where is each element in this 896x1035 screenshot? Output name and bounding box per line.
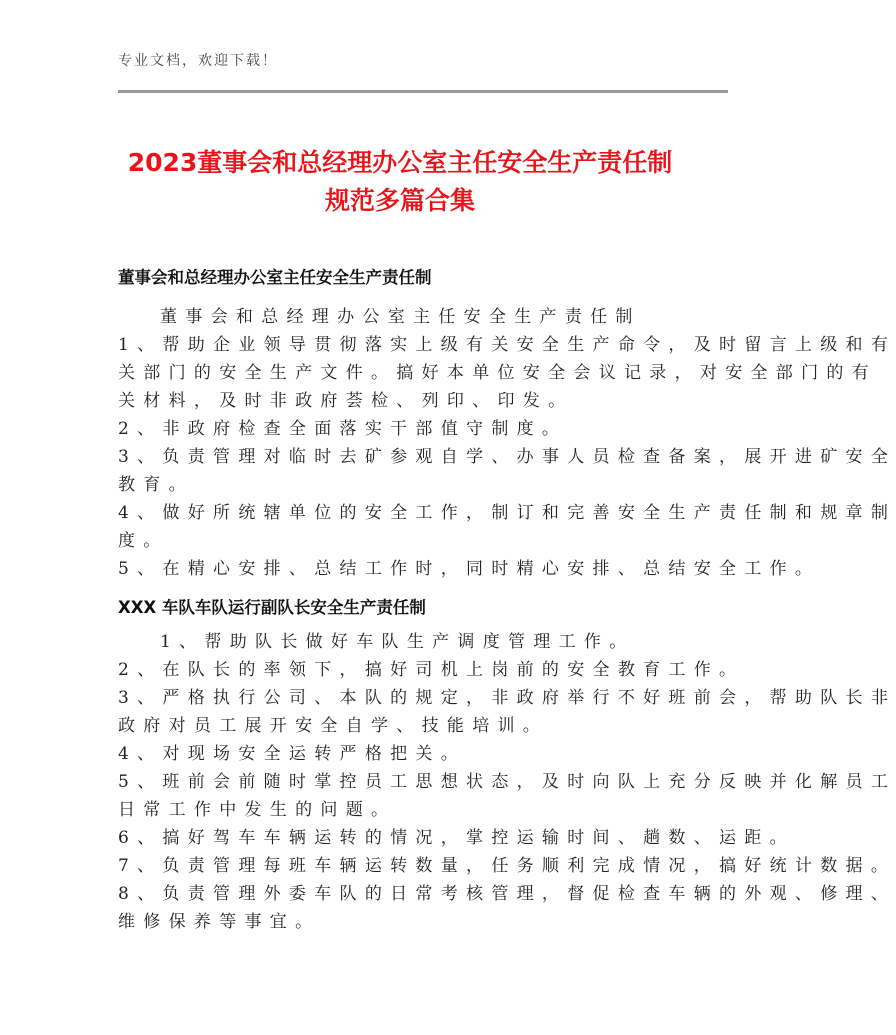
paragraph-line: 3、严格执行公司、本队的规定，非政府举行不好班前会，帮助队长非 (118, 688, 896, 708)
paragraph-line: 1、帮助企业领导贯彻落实上级有关安全生产命令，及时留言上级和有 (118, 335, 896, 355)
page-header: 专业文档，欢迎下载！ (118, 53, 278, 69)
paragraph-line: 6、搞好驾车车辆运转的情况，掌控运输时间、趟数、运距。 (118, 828, 795, 848)
paragraph-line: 董事会和总经理办公室主任安全生产责任制 (160, 307, 641, 327)
paragraph-line: 2、非政府检查全面落实干部值守制度。 (118, 419, 568, 439)
doc-title-line-1: 2023董事会和总经理办公室主任安全生产责任制 (127, 148, 673, 177)
doc-title-line-2: 规范多篇合集 (324, 186, 475, 215)
header-divider (118, 90, 728, 93)
paragraph-line: 2、在队长的率领下，搞好司机上岗前的安全教育工作。 (118, 660, 745, 680)
paragraph-line: 5、班前会前随时掌控员工思想状态，及时向队上充分反映并化解员工 (118, 772, 896, 792)
paragraph-line: 关部门的安全生产文件。搞好本单位安全会议记录，对安全部门的有 (118, 363, 877, 383)
paragraph-line: 3、负责管理对临时去矿参观自学、办事人员检查备案，展开进矿安全 (118, 447, 896, 467)
paragraph-line: 关材料，及时非政府荟检、列印、印发。 (118, 391, 574, 411)
paragraph-line: 8、负责管理外委车队的日常考核管理，督促检查车辆的外观、修理、 (118, 884, 896, 904)
section-heading-1: 董事会和总经理办公室主任安全生产责任制 (118, 268, 432, 287)
paragraph-line: 1、帮助队长做好车队生产调度管理工作。 (160, 632, 635, 652)
paragraph-line: 5、在精心安排、总结工作时，同时精心安排、总结安全工作。 (118, 559, 821, 579)
paragraph-line: 日常工作中发生的问题。 (118, 800, 397, 820)
paragraph-line: 7、负责管理每班车辆运转数量，任务顺利完成情况，搞好统计数据。 (118, 856, 896, 876)
paragraph-line: 4、做好所统辖单位的安全工作，制订和完善安全生产责任制和规章制 (118, 503, 896, 523)
paragraph-line: 度。 (118, 531, 169, 551)
section-heading-2: XXX 车队车队运行副队长安全生产责任制 (118, 598, 426, 617)
paragraph-line: 维修保养等事宜。 (118, 912, 321, 932)
paragraph-line: 政府对员工展开安全自学、技能培训。 (118, 716, 549, 736)
paragraph-line: 4、对现场安全运转严格把关。 (118, 744, 467, 764)
paragraph-line: 教育。 (118, 475, 194, 495)
section-body-1 (118, 303, 896, 583)
section-body-2 (118, 628, 896, 936)
